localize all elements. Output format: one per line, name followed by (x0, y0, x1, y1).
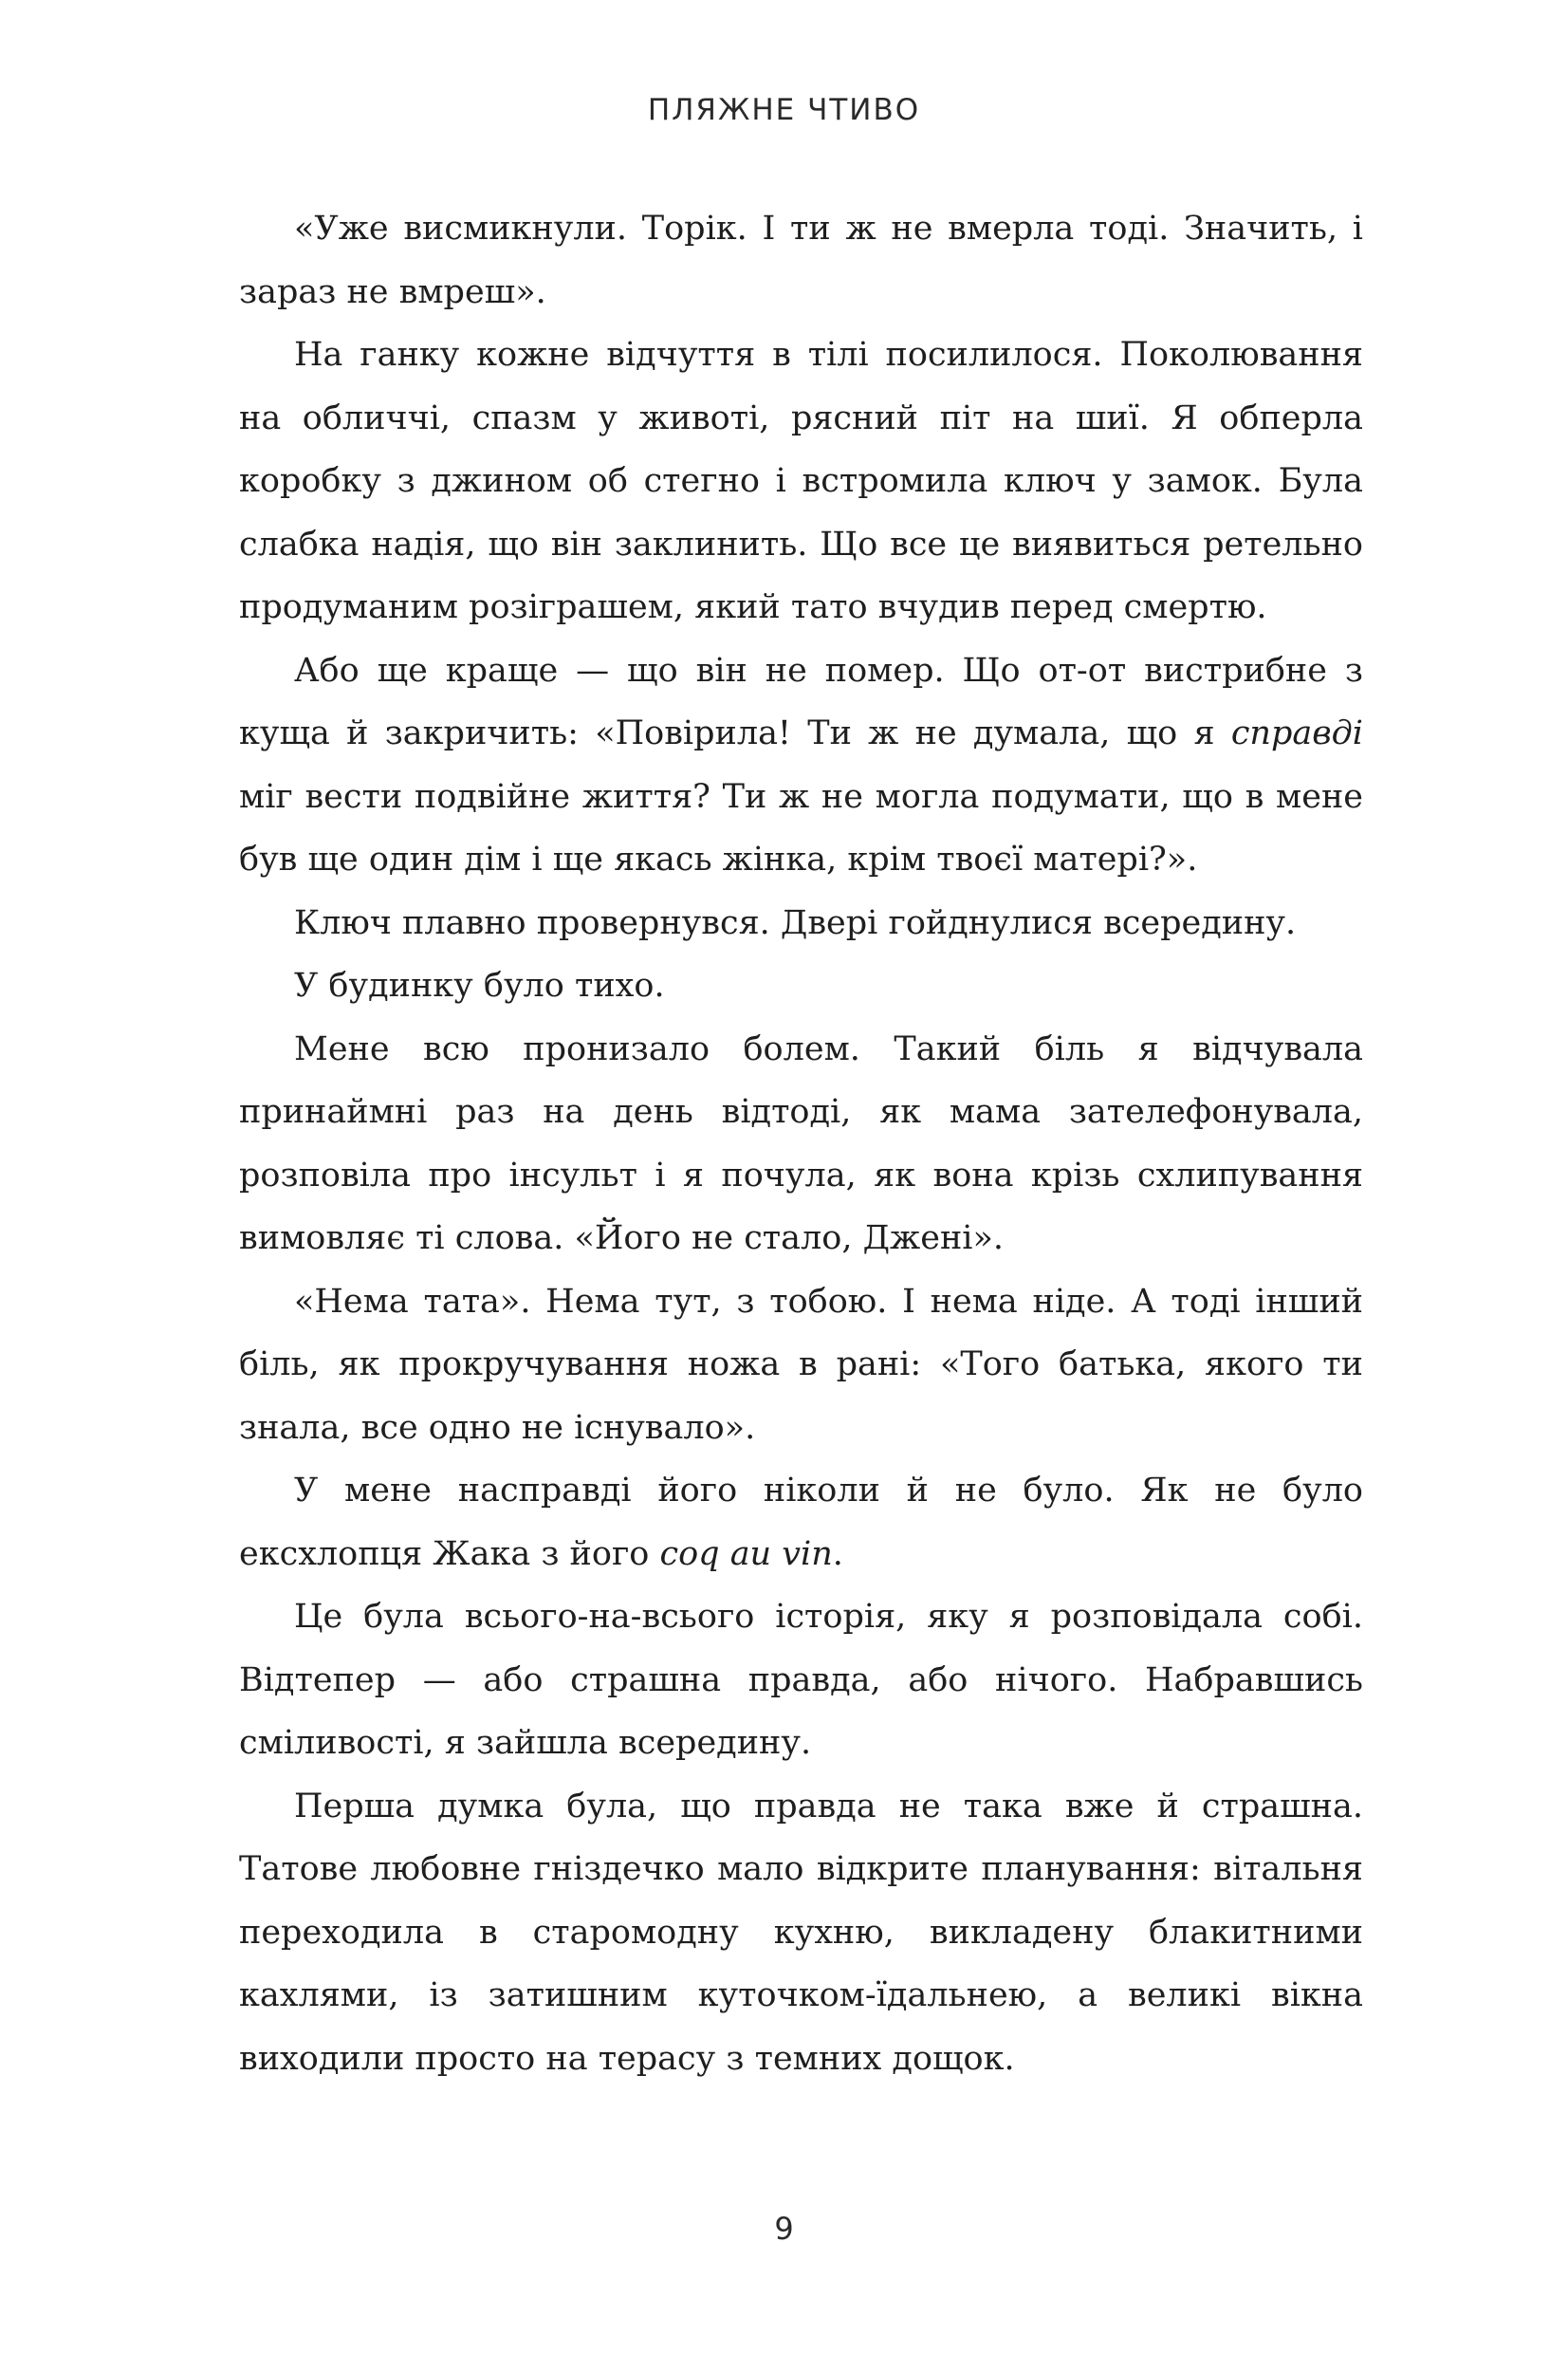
paragraph-text: Або ще краще — що він не помер. Що от-от вистрибне з куща й закричить: «Повірила! Ти ж не думала, що я (239, 651, 1363, 752)
paragraph: У будинку було тихо. (294, 967, 665, 1005)
paragraph (239, 639, 1363, 892)
paragraph: Це була всього-на-всього історія, яку я розповідала собі. Відтепер — або страшна правда, або нічого. Набравшись сміливості, я зайшла всередину. (239, 1598, 1363, 1762)
paragraph: На ганку кожне відчуття в тілі посилилося. Поколювання на обличчі, спазм у животі, рясний піт на шиї. Я обперла коробку з джином об стегно і встромила ключ у замок. Була слабка надія, що він заклинить. Що все це виявиться ретельно продуманим розіграшем, який тато вчудив перед смертю. (239, 336, 1363, 626)
paragraph: «Нема тата». Нема тут, з тобою. І нема ніде. А тоді інший біль, як прокручування ножа в рані: «Того батька, якого ти знала, все одно не існувало». (239, 1282, 1363, 1447)
paragraph: Мене всю пронизало болем. Такий біль я відчувала принаймні раз на день відтоді, як мама зателефонувала, розповіла про інсульт і я почула, як вона крізь схлипування вимовляє ті слова. «Його не стало, Джені». (239, 1029, 1363, 1257)
body-text (239, 197, 1363, 2090)
page-number: 9 (774, 2211, 794, 2247)
emphasis: справді (1230, 714, 1363, 752)
paragraph: Ключ плавно провернувся. Двері гойднулися всередину. (294, 903, 1297, 942)
paragraph: «Уже висмикнули. Торік. І ти ж не вмерла тоді. Значить, і зараз не вмреш». (239, 210, 1363, 311)
paragraph-text: . (832, 1534, 843, 1573)
paragraph-text: міг вести подвійне життя? Ти ж не могла подумати, що в мене був ще один дім і ще якась жінка, крім твоєї матері?». (239, 777, 1363, 879)
running-head: ПЛЯЖНЕ ЧТИВО (647, 93, 921, 127)
paragraph: Перша думка була, що правда не така вже й страшна. Татове любовне гніздечко мало відкрите планування: вітальня переходила в старомодну кухню, викладену блакитними кахлями, із затишним куточком-їдальнею, а великі вікна виходили просто на терасу з темних дощок. (239, 1787, 1363, 2078)
paragraph (239, 1459, 1363, 1585)
emphasis: coq au vin (659, 1534, 833, 1573)
paragraph-text: У мене насправді його ніколи й не було. Як не було ексхлопця Жака з його (239, 1472, 1363, 1573)
